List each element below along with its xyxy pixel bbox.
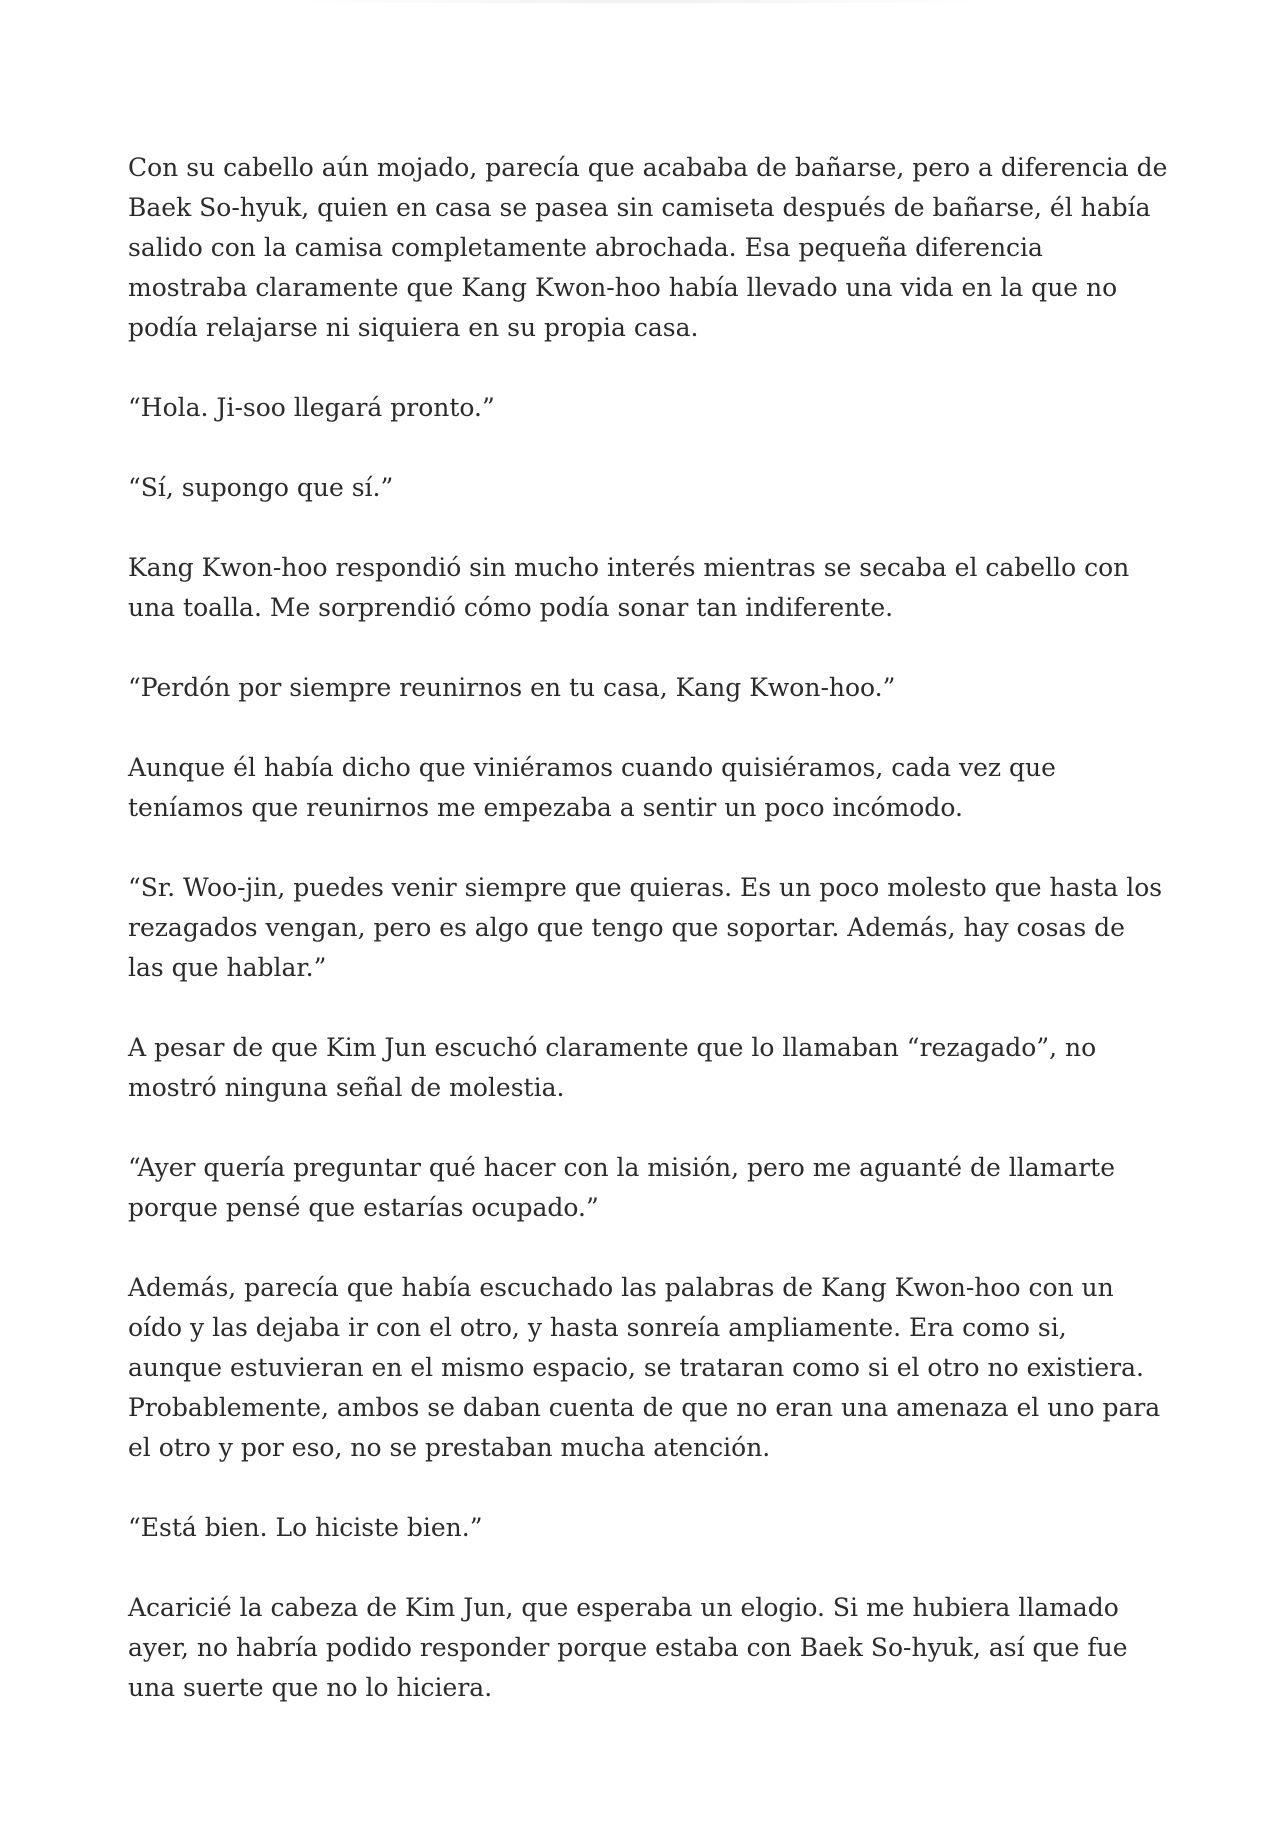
paragraph-3-dialogue: “Sí, supongo que sí.” xyxy=(128,473,394,502)
paragraph-2-dialogue: “Hola. Ji-soo llegará pronto.” xyxy=(128,393,495,422)
paragraph-8: A pesar de que Kim Jun escuchó claramente que lo llamaban “rezagado”, no mostró ninguna señal de molestia. xyxy=(128,1033,1097,1102)
paragraph-9-dialogue: “Ayer quería preguntar qué hacer con la misión, pero me aguanté de llamarte porque pensé que estarías ocupado.” xyxy=(128,1153,1116,1222)
paragraph-7-dialogue: “Sr. Woo-jin, puedes venir siempre que quieras. Es un poco molesto que hasta los rezagados vengan, pero es algo que tengo que soportar. Además, hay cosas de las que hablar.” xyxy=(128,873,1163,982)
paragraph-4: Kang Kwon-hoo respondió sin mucho interés mientras se secaba el cabello con una toalla. Me sorprendió cómo podía sonar tan indiferente. xyxy=(128,553,1130,622)
paragraph-6: Aunque él había dicho que viniéramos cuando quisiéramos, cada vez que teníamos que reunirnos me empezaba a sentir un poco incómodo. xyxy=(128,753,1056,822)
paragraph-1: Con su cabello aún mojado, parecía que acababa de bañarse, pero a diferencia de Baek So-hyuk, quien en casa se pasea sin camiseta después de bañarse, él había salido con la camisa completamente abrochada. Esa pequeña diferencia mostraba claramente que Kang Kwon-hoo había llevado una vida en la que no podía relajarse ni siquiera en su propia casa. xyxy=(128,153,1168,342)
paragraph-5-dialogue: “Perdón por siempre reunirnos en tu casa, Kang Kwon-hoo.” xyxy=(128,673,896,702)
paragraph-11-dialogue: “Está bien. Lo hiciste bien.” xyxy=(128,1513,483,1542)
document-body xyxy=(128,148,1168,1748)
paragraph-10: Además, parecía que había escuchado las palabras de Kang Kwon-hoo con un oído y las dejaba ir con el otro, y hasta sonreía ampliamente. Era como si, aunque estuvieran en el mismo espacio, se trataran como si el otro no existiera. Probablemente, ambos se daban cuenta de que no eran una amenaza el uno para el otro y por eso, no se prestaban mucha atención. xyxy=(128,1273,1161,1462)
paragraph-12: Acaricié la cabeza de Kim Jun, que esperaba un elogio. Si me hubiera llamado ayer, no habría podido responder porque estaba con Baek So-hyuk, así que fue una suerte que no lo hiciera. xyxy=(128,1593,1128,1702)
page-top-edge xyxy=(300,0,980,3)
